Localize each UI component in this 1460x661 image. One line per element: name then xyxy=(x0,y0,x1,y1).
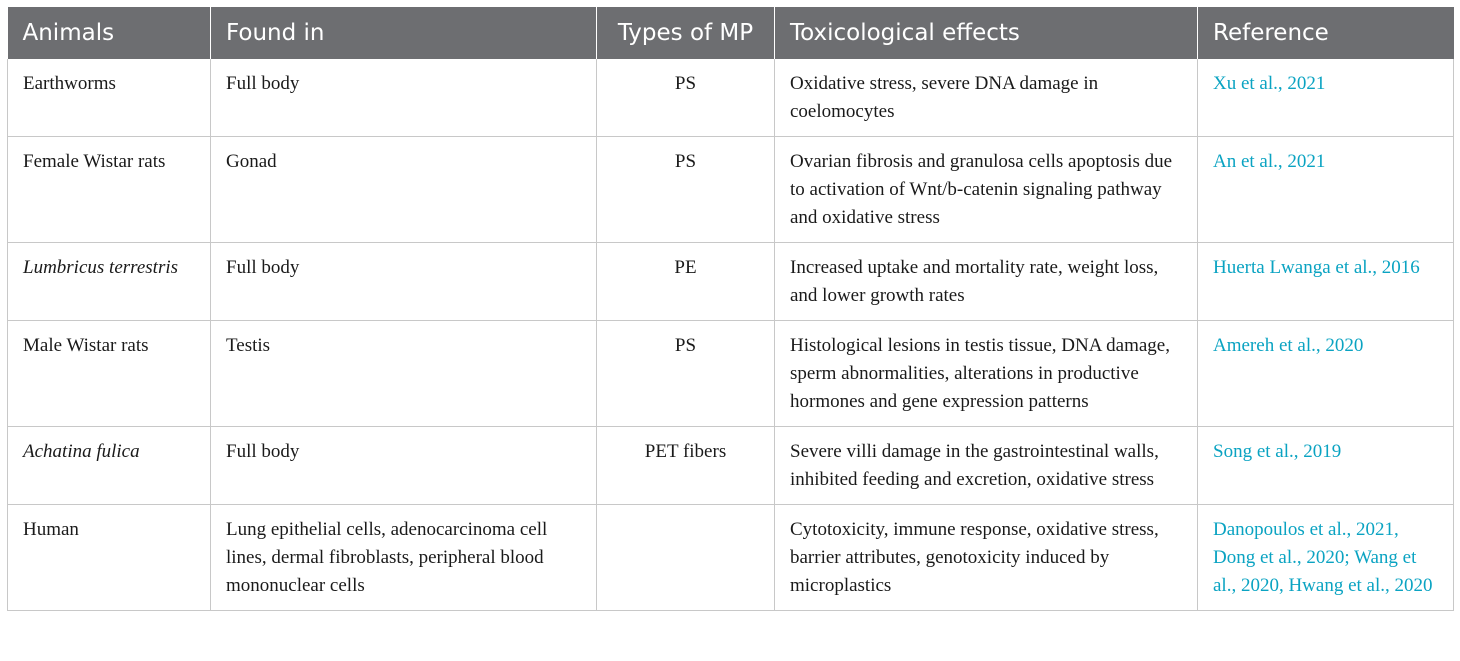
table-row xyxy=(8,427,1454,505)
cell-found-in: Full body xyxy=(211,59,597,137)
cell-mp-type: PET fibers xyxy=(597,427,775,505)
cell-effects: Histological lesions in testis tissue, DNA damage, sperm abnormalities, alterations in productive hormones and gene expression patterns xyxy=(775,321,1198,427)
cell-effects: Oxidative stress, severe DNA damage in coelomocytes xyxy=(775,59,1198,137)
cell-found-in: Full body xyxy=(211,427,597,505)
cell-effects: Severe villi damage in the gastrointestinal walls, inhibited feeding and excretion, oxidative stress xyxy=(775,427,1198,505)
cell-effects: Increased uptake and mortality rate, weight loss, and lower growth rates xyxy=(775,243,1198,321)
cell-animal: Human xyxy=(8,505,211,611)
cell-effects: Cytotoxicity, immune response, oxidative stress, barrier attributes, genotoxicity induced by microplastics xyxy=(775,505,1198,611)
reference-link[interactable]: Xu et al., 2021 xyxy=(1198,59,1454,137)
header-reference: Reference xyxy=(1198,7,1454,59)
cell-mp-type: PS xyxy=(597,321,775,427)
table-row xyxy=(8,137,1454,243)
microplastics-toxicity-table xyxy=(7,7,1454,611)
cell-found-in: Gonad xyxy=(211,137,597,243)
reference-link[interactable]: Amereh et al., 2020 xyxy=(1198,321,1454,427)
header-toxicological-effects: Toxicological effects xyxy=(775,7,1198,59)
cell-animal: Male Wistar rats xyxy=(8,321,211,427)
cell-animal: Female Wistar rats xyxy=(8,137,211,243)
cell-mp-type xyxy=(597,505,775,611)
table-row xyxy=(8,505,1454,611)
header-types-of-mp: Types of MP xyxy=(597,7,775,59)
table-row xyxy=(8,243,1454,321)
cell-effects: Ovarian fibrosis and granulosa cells apoptosis due to activation of Wnt/b-catenin signaling pathway and oxidative stress xyxy=(775,137,1198,243)
cell-found-in: Full body xyxy=(211,243,597,321)
reference-link[interactable]: Song et al., 2019 xyxy=(1198,427,1454,505)
reference-link[interactable]: Huerta Lwanga et al., 2016 xyxy=(1198,243,1454,321)
table-row xyxy=(8,59,1454,137)
table-row xyxy=(8,321,1454,427)
cell-mp-type: PS xyxy=(597,59,775,137)
reference-link[interactable]: Danopoulos et al., 2021, Dong et al., 2020; Wang et al., 2020, Hwang et al., 2020 xyxy=(1198,505,1454,611)
cell-animal: Earthworms xyxy=(8,59,211,137)
table-container xyxy=(7,7,1453,611)
header-found-in: Found in xyxy=(211,7,597,59)
header-animals: Animals xyxy=(8,7,211,59)
header-row xyxy=(8,7,1454,59)
cell-found-in: Testis xyxy=(211,321,597,427)
table-header xyxy=(8,7,1454,59)
cell-animal: Achatina fulica xyxy=(8,427,211,505)
table-body xyxy=(8,59,1454,611)
cell-mp-type: PS xyxy=(597,137,775,243)
cell-animal: Lumbricus terrestris xyxy=(8,243,211,321)
cell-found-in: Lung epithelial cells, adenocarcinoma cell lines, dermal fibroblasts, peripheral blood mononuclear cells xyxy=(211,505,597,611)
cell-mp-type: PE xyxy=(597,243,775,321)
reference-link[interactable]: An et al., 2021 xyxy=(1198,137,1454,243)
